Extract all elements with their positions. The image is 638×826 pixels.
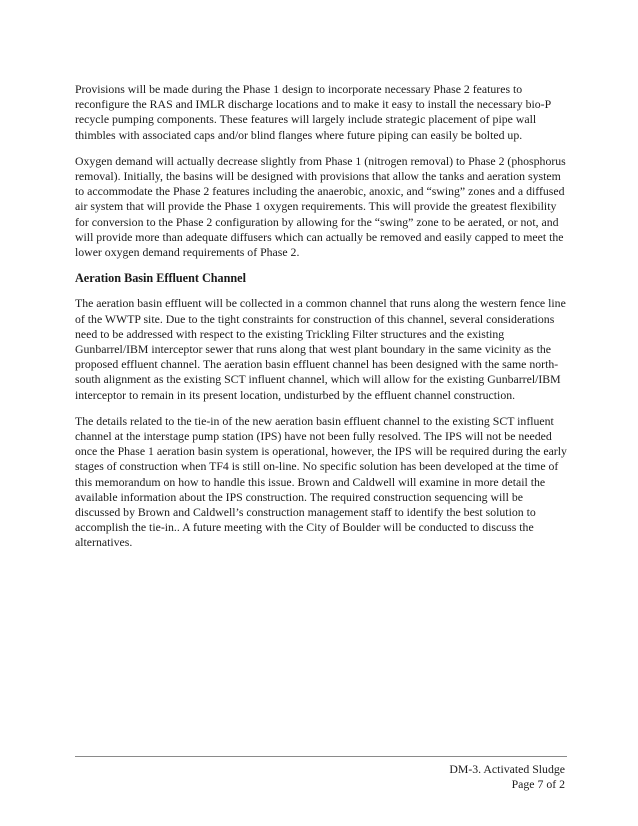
footer-divider bbox=[75, 756, 567, 757]
paragraph-oxygen-demand: Oxygen demand will actually decrease slightly from Phase 1 (nitrogen removal) to Phase 2 (phosphorus removal). Initially, the basins will be designed with provisions that allow the tanks and aeration system to accommodate the Phase 2 features including the anaerobic, anoxic, and “swing” zones and a diffused air system that will provide the Phase 1 oxygen requirements. This will provide the greatest flexibility for conversion to the Phase 2 configuration by allowing for the “swing” zone to be aerated, or not, and will provide more than adequate diffusers which can actually be removed and easily capped to meet the lower oxygen demand requirements of Phase 2. bbox=[75, 153, 566, 260]
paragraph-tie-in-details: The details related to the tie-in of the new aeration basin effluent channel to the existing SCT influent channel at the interstage pump station (IPS) have not been fully resolved. The IPS will not be needed once the Phase 1 aeration basin system is operational, however, the IPS will be required during the early stages of construction when TF4 is still on-line. No specific solution has been developed at the time of this memorandum on how to handle this issue. Brown and Caldwell will examine in more detail the available information about the IPS construction. The required construction sequencing will be discussed by Brown and Caldwell’s construction management staff to identify the best solution to accomplish the tie-in.. A future meeting with the City of Boulder will be conducted to discuss the alternatives. bbox=[75, 413, 567, 550]
paragraph-effluent-channel: The aeration basin effluent will be collected in a common channel that runs along the western fence line of the WWTP site. Due to the tight constraints for construction of this channel, several considerations need to be addressed with respect to the existing Trickling Filter structures and the existing Gunbarrel/IBM interceptor sewer that runs along that west plant boundary in the same vicinity as the proposed effluent channel. The aeration basin effluent channel has been designed with the same north-south alignment as the existing SCT influent channel, which will allow for the existing Gunbarrel/IBM interceptor to remain in its present location, undisturbed by the effluent channel construction. bbox=[75, 296, 566, 402]
footer-document-label: DM-3. Activated Sludge bbox=[449, 762, 565, 776]
page-footer bbox=[449, 762, 565, 792]
section-heading: Aeration Basin Effluent Channel bbox=[75, 271, 246, 286]
footer-page-number: Page 7 of 2 bbox=[511, 777, 565, 791]
document-body bbox=[75, 82, 567, 562]
paragraph-phase2-provisions: Provisions will be made during the Phase 1 design to incorporate necessary Phase 2 features to reconfigure the RAS and IMLR discharge locations and to make it easy to install the necessary bio-P recycle pumping components. These features will largely include strategic placement of pipe wall thimbles with associated caps and/or blind flanges where future piping can easily be bolted up. bbox=[75, 82, 551, 142]
